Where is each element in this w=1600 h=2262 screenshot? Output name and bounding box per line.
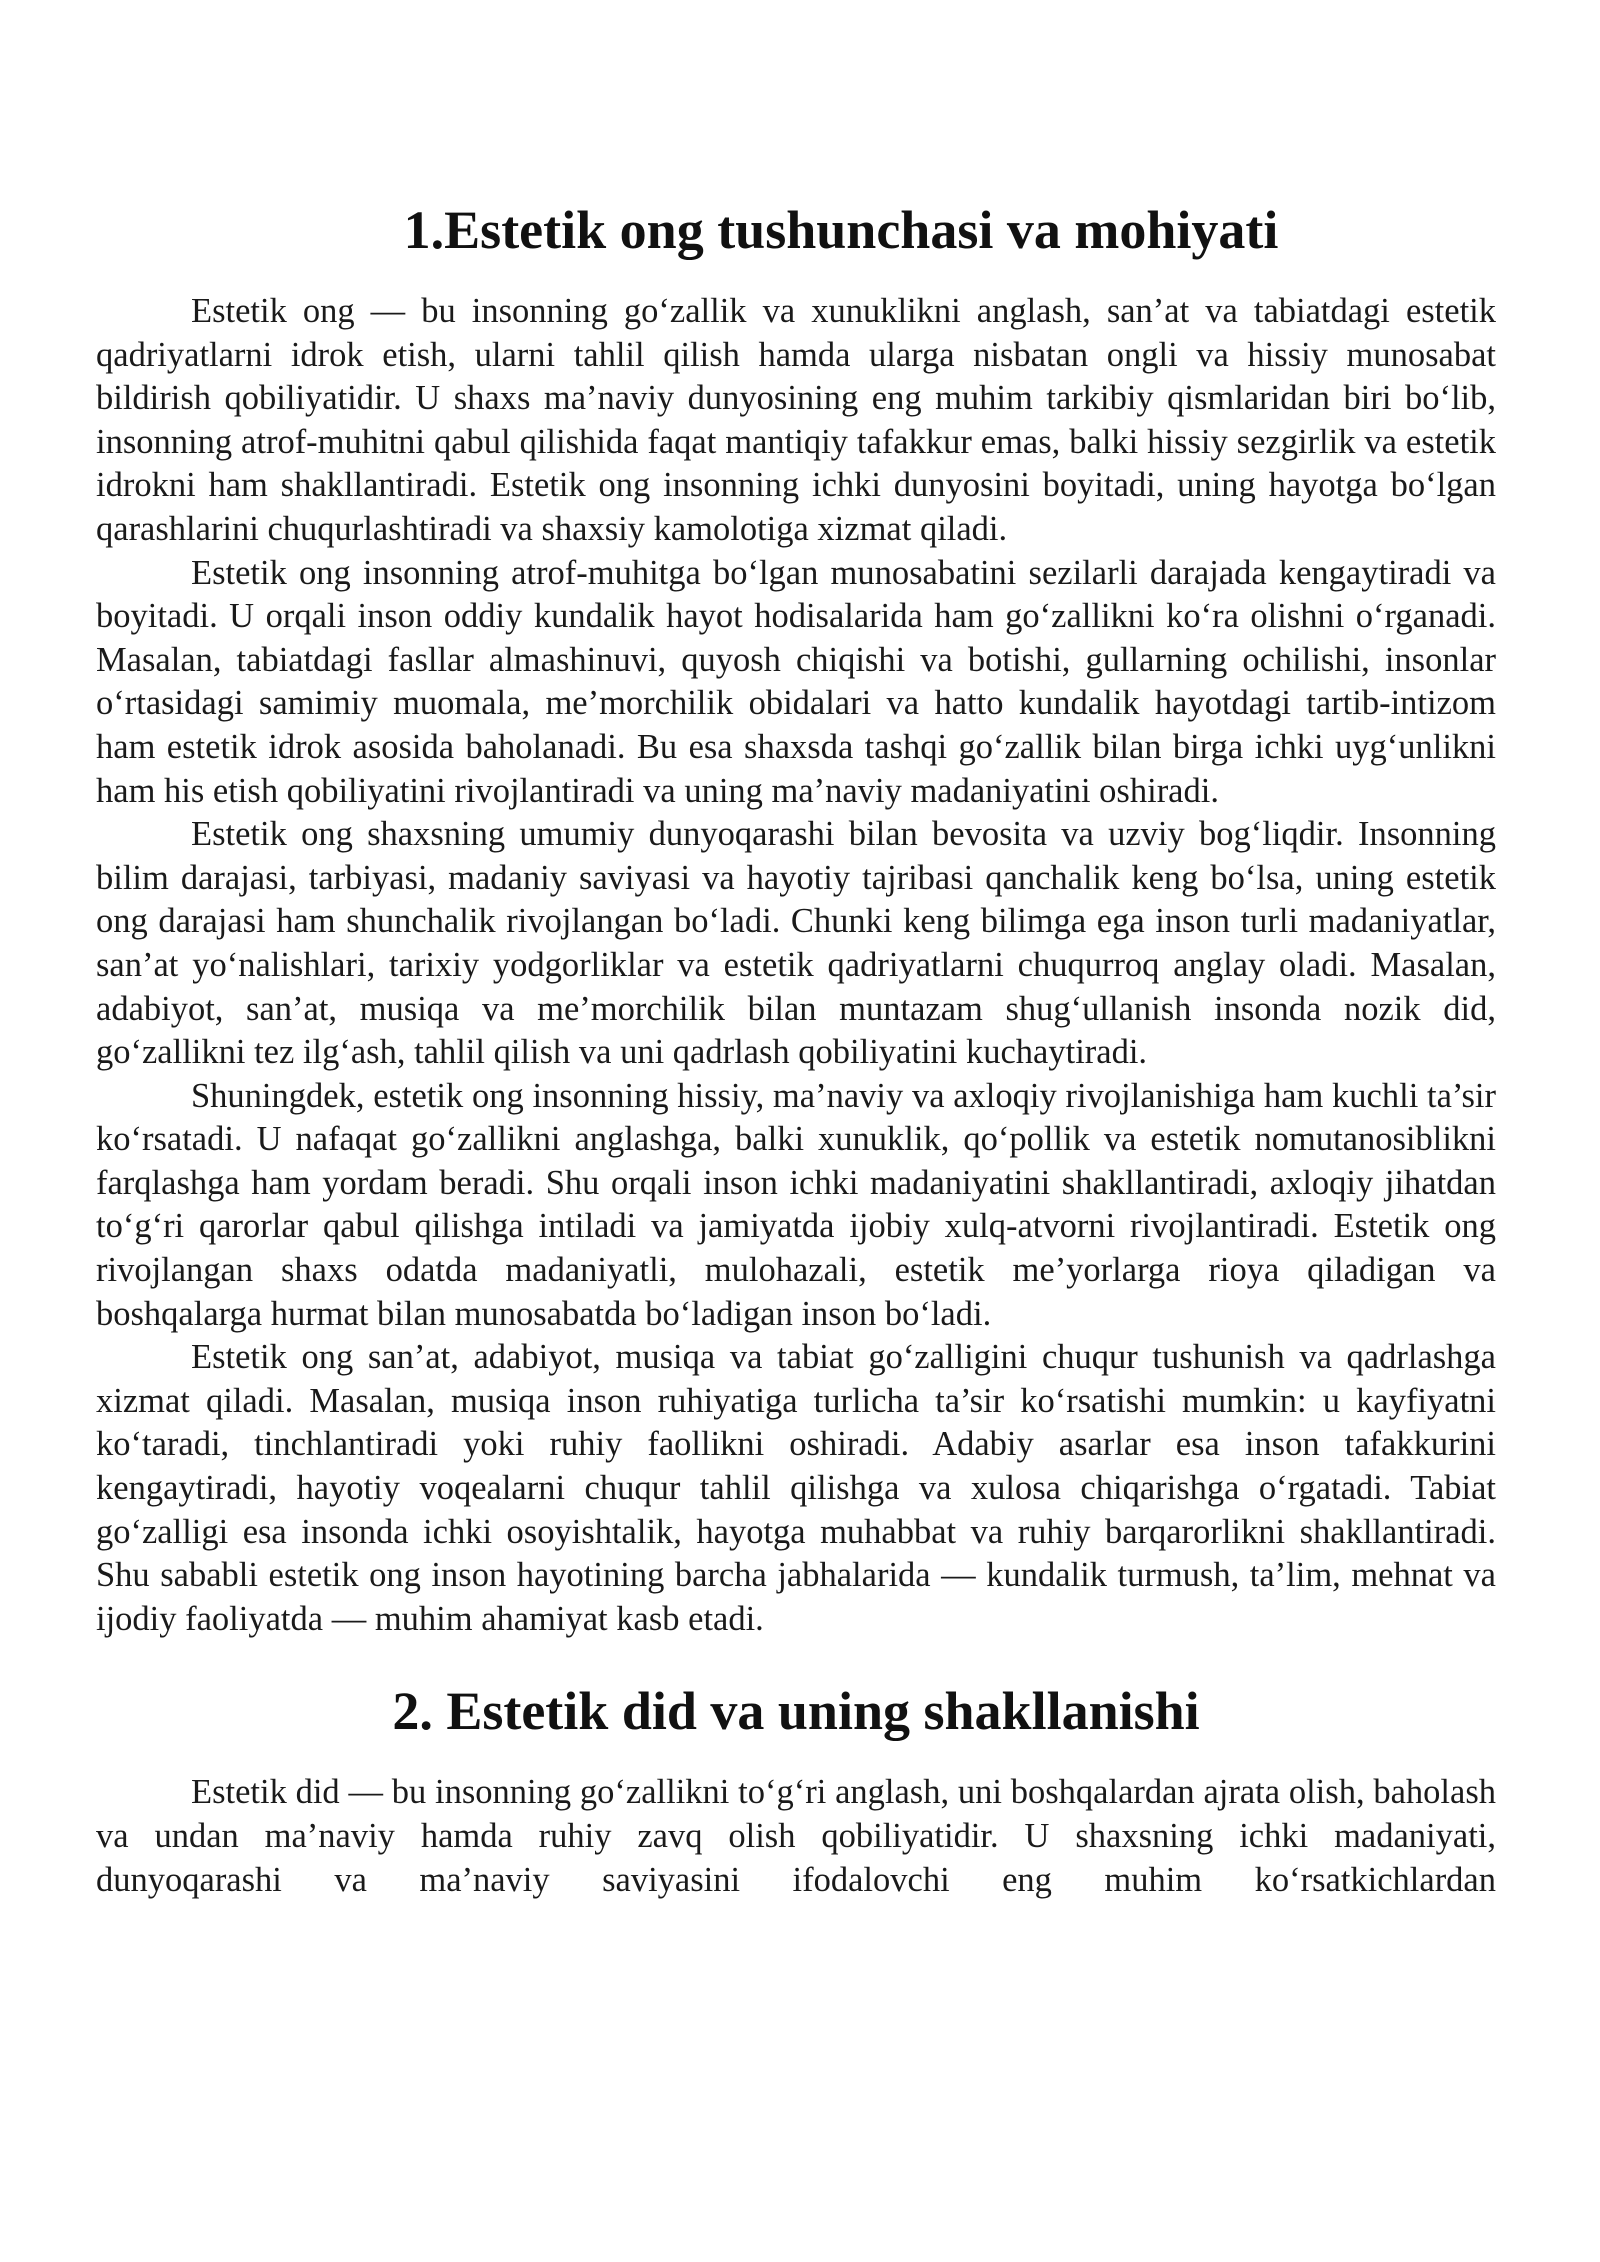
section-2-body [96,1771,1496,1902]
paragraph: Estetik ong insonning atrof-muhitga bo‘lgan munosabatini sezilarli darajada kengaytiradi va boyitadi. U orqali inson oddiy kundalik hayot hodisalarida ham go‘zallikni ko‘ra olishni o‘rganadi. Masalan, tabiatdagi fasllar almashinuvi, quyosh chiqishi va botishi, gullarning ochilishi, insonlar o‘rtasidagi samimiy muomala, me’morchilik obidalari va hatto kundalik hayotdagi tartib-intizom ham estetik idrok asosida baholanadi. Bu esa shaxsda tashqi go‘zallik bilan birga ichki uyg‘unlikni ham his etish qobiliyatini rivojlantiradi va uning ma’naviy madaniyatini oshiradi. [96,553,1496,810]
paragraph: Estetik ong shaxsning umumiy dunyoqarashi bilan bevosita va uzviy bog‘liqdir. Insonning bilim darajasi, tarbiyasi, madaniy saviyasi va hayotiy tajribasi qanchalik keng bo‘lsa, uning estetik ong darajasi ham shunchalik rivojlangan bo‘ladi. Chunki keng bilimga ega inson turli madaniyatlar, san’at yo‘nalishlari, tarixiy yodgorliklar va estetik qadriyatlarni chuqurroq anglay oladi. Masalan, adabiyot, san’at, musiqa va me’morchilik bilan muntazam shug‘ullanish insonda nozik did, go‘zallikni tez ilg‘ash, tahlil qilish va uni qadrlash qobiliyatini kuchaytiradi. [96,815,1496,1072]
paragraph: Estetik did — bu insonning go‘zallikni to‘g‘ri anglash, uni boshqalardan ajrata olish, baholash va undan ma’naviy hamda ruhiy zavq olish qobiliyatidir. U shaxsning ichki madaniyati, dunyoqarashi va ma’naviy saviyasini ifodalovchi eng muhim ko‘rsatkichlardan [96,1773,1496,1899]
document-page [96,190,1496,1902]
section-title-2: 2. Estetik did va uning shakllanishi [392,1681,1200,1742]
section-title-1: 1.Estetik ong tushunchasi va mohiyati [403,200,1279,260]
paragraph: Shuningdek, estetik ong insonning hissiy, ma’naviy va axloqiy rivojlanishiga ham kuchli ta’sir ko‘rsatadi. U nafaqat go‘zallikni anglashga, balki xunuklik, qo‘pollik va estetik nomutanosiblikni farqlashga ham yordam beradi. Shu orqali inson ichki madaniyatini shakllantiradi, axloqiy jihatdan to‘g‘ri qarorlar qabul qilishga intiladi va jamiyatda ijobiy xulq-atvorni rivojlantiradi. Estetik ong rivojlangan shaxs odatda madaniyatli, mulohazali, estetik me’yorlarga rioya qiladigan va boshqalarga hurmat bilan munosabatda bo‘ladigan inson bo‘ladi. [96,1076,1496,1333]
paragraph: Estetik ong san’at, adabiyot, musiqa va tabiat go‘zalligini chuqur tushunish va qadrlashga xizmat qiladi. Masalan, musiqa inson ruhiyatiga turlicha ta’sir ko‘rsatishi mumkin: u kayfiyatni ko‘taradi, tinchlantiradi yoki ruhiy faollikni oshiradi. Adabiy asarlar esa inson tafakkurini kengaytiradi, hayotiy voqealarni chuqur tahlil qilishga va xulosa chiqarishga o‘rgatadi. Tabiat go‘zalligi esa insonda ichki osoyishtalik, hayotga muhabbat va ruhiy barqarorlikni shakllantiradi. Shu sababli estetik ong inson hayotining barcha jabhalarida — kundalik turmush, ta’lim, mehnat va ijodiy faoliyatda — muhim ahamiyat kasb etadi. [96,1338,1496,1638]
paragraph: Estetik ong — bu insonning go‘zallik va xunuklikni anglash, san’at va tabiatdagi estetik qadriyatlarni idrok etish, ularni tahlil qilish hamda ularga nisbatan ongli va hissiy munosabat bildirish qobiliyatidir. U shaxs ma’naviy dunyosining eng muhim tarkibiy qismlaridan biri bo‘lib, insonning atrof-muhitni qabul qilishida faqat mantiqiy tafakkur emas, balki hissiy sezgirlik va estetik idrokni ham shakllantiradi. Estetik ong insonning ichki dunyosini boyitadi, uning hayotga bo‘lgan qarashlarini chuqurlashtiradi va shaxsiy kamolotiga xizmat qiladi. [96,292,1496,548]
section-1-body [96,290,1496,1641]
